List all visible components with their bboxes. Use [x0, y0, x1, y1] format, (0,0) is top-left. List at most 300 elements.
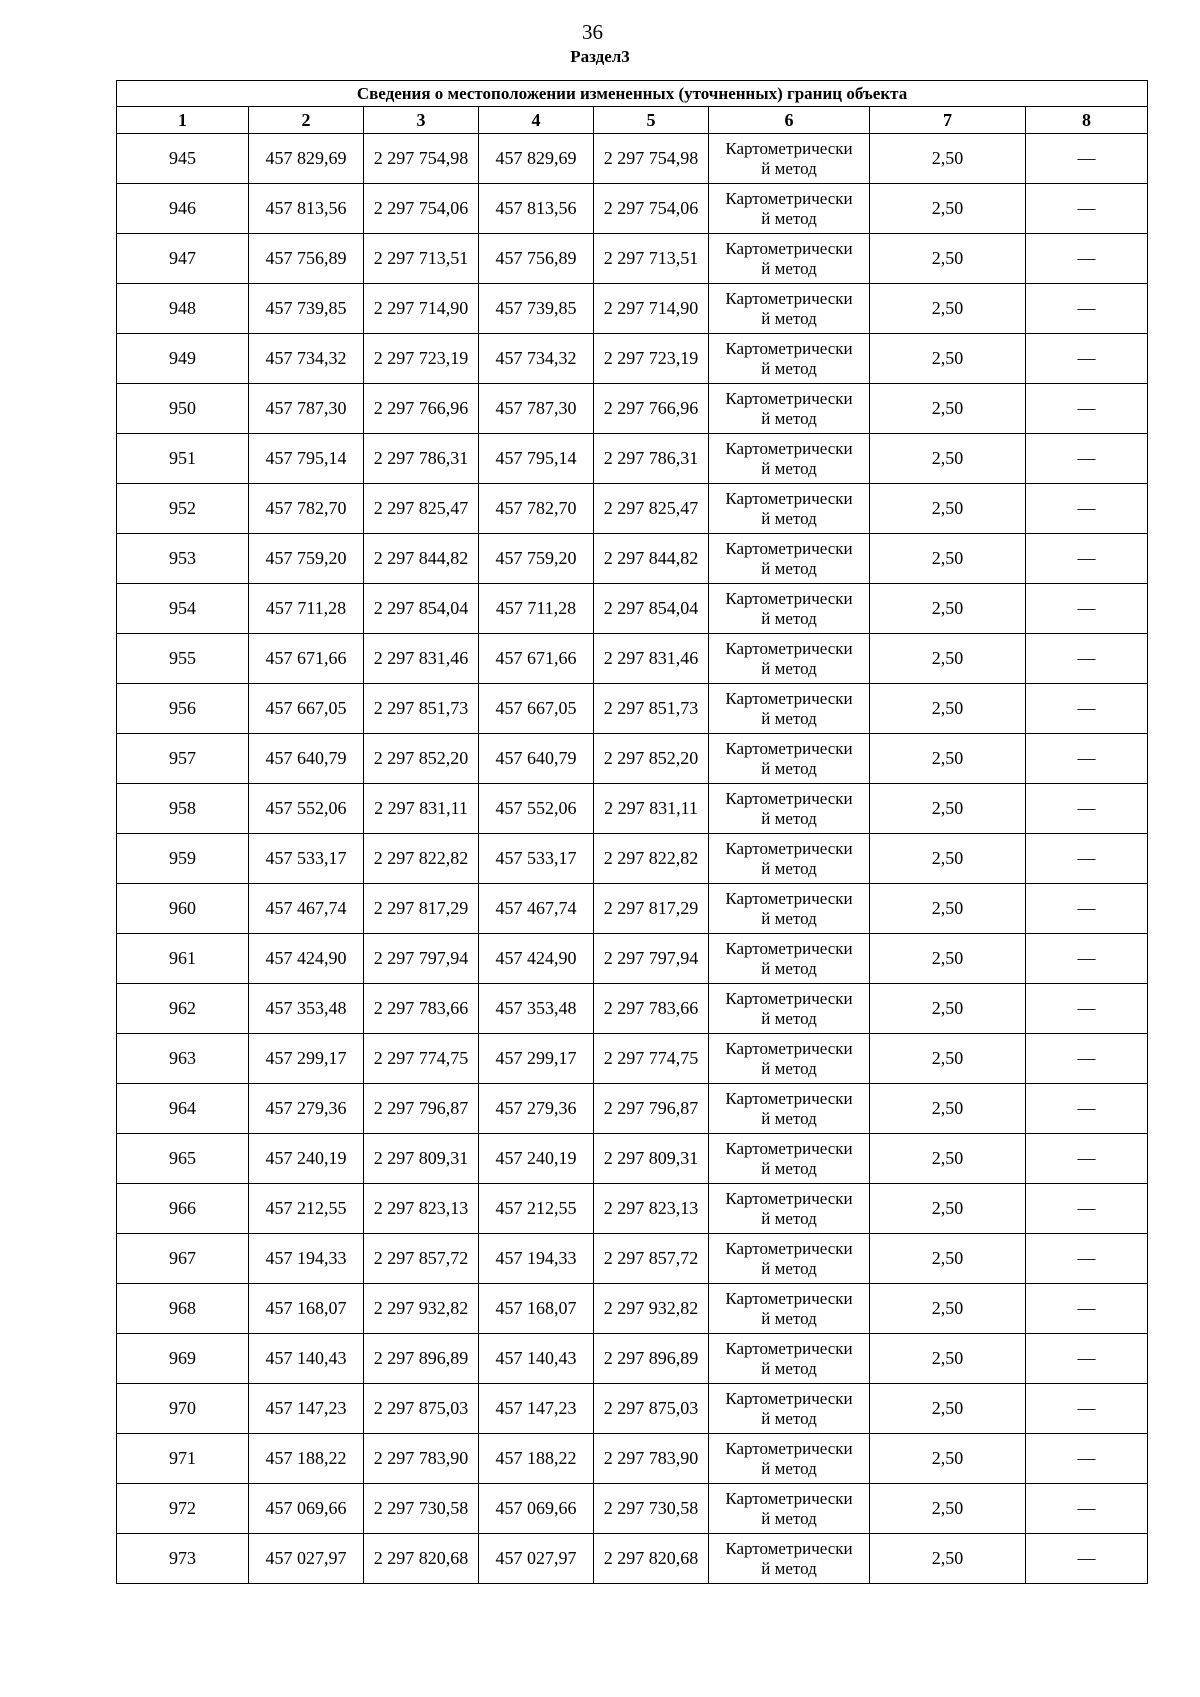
x-old-cell: 457 739,85: [249, 284, 364, 334]
note-cell: —: [1026, 984, 1148, 1034]
y-old-cell: 2 297 754,06: [364, 184, 479, 234]
method-text-line: Картометрически: [725, 138, 853, 158]
point-number-cell: 962: [117, 984, 249, 1034]
y-new-cell: 2 297 825,47: [594, 484, 709, 534]
x-new-cell: 457 552,06: [479, 784, 594, 834]
table-body: [117, 134, 1148, 1584]
point-number-cell: 949: [117, 334, 249, 384]
note-cell: —: [1026, 184, 1148, 234]
method-text-line: Картометрически: [725, 888, 853, 908]
table-row: [117, 1484, 1148, 1534]
x-new-cell: 457 140,43: [479, 1334, 594, 1384]
table-row: [117, 884, 1148, 934]
method-text-line: Картометрически: [725, 1088, 853, 1108]
method-text-line: Картометрически: [725, 238, 853, 258]
y-old-cell: 2 297 783,90: [364, 1434, 479, 1484]
method-cell: [709, 184, 870, 234]
point-number-cell: 950: [117, 384, 249, 434]
precision-cell: 2,50: [870, 984, 1026, 1034]
x-new-cell: 457 027,97: [479, 1534, 594, 1584]
precision-cell: 2,50: [870, 1234, 1026, 1284]
note-cell: —: [1026, 884, 1148, 934]
precision-cell: 2,50: [870, 1384, 1026, 1434]
precision-cell: 2,50: [870, 834, 1026, 884]
method-text-line: Картометрически: [725, 1238, 853, 1258]
method-text-line: й метод: [761, 1358, 817, 1378]
y-new-cell: 2 297 783,90: [594, 1434, 709, 1484]
y-new-cell: 2 297 831,46: [594, 634, 709, 684]
method-text-line: й метод: [761, 658, 817, 678]
point-number-cell: 973: [117, 1534, 249, 1584]
method-cell: [709, 634, 870, 684]
method-text-line: й метод: [761, 1158, 817, 1178]
precision-cell: 2,50: [870, 1484, 1026, 1534]
y-new-cell: 2 297 822,82: [594, 834, 709, 884]
table-row: [117, 1134, 1148, 1184]
x-new-cell: 457 640,79: [479, 734, 594, 784]
y-old-cell: 2 297 820,68: [364, 1534, 479, 1584]
x-new-cell: 457 671,66: [479, 634, 594, 684]
note-cell: —: [1026, 234, 1148, 284]
table-row: [117, 184, 1148, 234]
point-number-cell: 955: [117, 634, 249, 684]
y-old-cell: 2 297 857,72: [364, 1234, 479, 1284]
x-old-cell: 457 168,07: [249, 1284, 364, 1334]
method-text-line: й метод: [761, 1058, 817, 1078]
point-number-cell: 967: [117, 1234, 249, 1284]
precision-cell: 2,50: [870, 134, 1026, 184]
x-old-cell: 457 759,20: [249, 534, 364, 584]
table-row: [117, 1384, 1148, 1434]
y-new-cell: 2 297 774,75: [594, 1034, 709, 1084]
y-new-cell: 2 297 823,13: [594, 1184, 709, 1234]
method-text-line: й метод: [761, 1558, 817, 1578]
y-old-cell: 2 297 844,82: [364, 534, 479, 584]
y-new-cell: 2 297 766,96: [594, 384, 709, 434]
x-new-cell: 457 756,89: [479, 234, 594, 284]
note-cell: —: [1026, 334, 1148, 384]
x-new-cell: 457 168,07: [479, 1284, 594, 1334]
method-text-line: й метод: [761, 608, 817, 628]
point-number-cell: 945: [117, 134, 249, 184]
precision-cell: 2,50: [870, 484, 1026, 534]
method-cell: [709, 1484, 870, 1534]
y-old-cell: 2 297 831,46: [364, 634, 479, 684]
y-old-cell: 2 297 714,90: [364, 284, 479, 334]
table-row: [117, 584, 1148, 634]
table-row: [117, 234, 1148, 284]
method-cell: [709, 1284, 870, 1334]
y-old-cell: 2 297 896,89: [364, 1334, 479, 1384]
precision-cell: 2,50: [870, 1184, 1026, 1234]
method-text-line: Картометрически: [725, 1138, 853, 1158]
method-cell: [709, 1184, 870, 1234]
table-row: [117, 1534, 1148, 1584]
point-number-cell: 947: [117, 234, 249, 284]
method-text-line: й метод: [761, 1258, 817, 1278]
method-text-line: й метод: [761, 1008, 817, 1028]
method-cell: [709, 384, 870, 434]
column-header-row: [117, 107, 1148, 134]
method-text-line: Картометрически: [725, 1188, 853, 1208]
method-text-line: й метод: [761, 1208, 817, 1228]
table-row: [117, 284, 1148, 334]
point-number-cell: 952: [117, 484, 249, 534]
y-new-cell: 2 297 854,04: [594, 584, 709, 634]
point-number-cell: 964: [117, 1084, 249, 1134]
note-cell: —: [1026, 784, 1148, 834]
method-text-line: Картометрически: [725, 338, 853, 358]
method-cell: [709, 534, 870, 584]
method-cell: [709, 234, 870, 284]
y-new-cell: 2 297 932,82: [594, 1284, 709, 1334]
point-number-cell: 957: [117, 734, 249, 784]
point-number-cell: 966: [117, 1184, 249, 1234]
x-old-cell: 457 212,55: [249, 1184, 364, 1234]
x-old-cell: 457 069,66: [249, 1484, 364, 1534]
table-row: [117, 734, 1148, 784]
note-cell: —: [1026, 384, 1148, 434]
column-header: 4: [479, 107, 594, 134]
x-old-cell: 457 240,19: [249, 1134, 364, 1184]
x-old-cell: 457 299,17: [249, 1034, 364, 1084]
y-new-cell: 2 297 786,31: [594, 434, 709, 484]
y-old-cell: 2 297 786,31: [364, 434, 479, 484]
x-old-cell: 457 552,06: [249, 784, 364, 834]
table-row: [117, 634, 1148, 684]
y-old-cell: 2 297 797,94: [364, 934, 479, 984]
y-new-cell: 2 297 875,03: [594, 1384, 709, 1434]
x-new-cell: 457 188,22: [479, 1434, 594, 1484]
table-row: [117, 534, 1148, 584]
note-cell: —: [1026, 584, 1148, 634]
method-text-line: й метод: [761, 158, 817, 178]
x-old-cell: 457 756,89: [249, 234, 364, 284]
point-number-cell: 961: [117, 934, 249, 984]
method-cell: [709, 1234, 870, 1284]
method-cell: [709, 1334, 870, 1384]
table-caption: Сведения о местоположении измененных (уточненных) границ объекта: [117, 81, 1148, 107]
method-text-line: й метод: [761, 258, 817, 278]
x-old-cell: 457 787,30: [249, 384, 364, 434]
column-header: 1: [117, 107, 249, 134]
y-old-cell: 2 297 852,20: [364, 734, 479, 784]
table-row: [117, 834, 1148, 884]
method-text-line: Картометрически: [725, 188, 853, 208]
precision-cell: 2,50: [870, 1334, 1026, 1384]
y-new-cell: 2 297 817,29: [594, 884, 709, 934]
x-new-cell: 457 829,69: [479, 134, 594, 184]
x-new-cell: 457 240,19: [479, 1134, 594, 1184]
table-row: [117, 484, 1148, 534]
x-old-cell: 457 734,32: [249, 334, 364, 384]
column-header: 2: [249, 107, 364, 134]
method-text-line: й метод: [761, 408, 817, 428]
table-row: [117, 1034, 1148, 1084]
column-header: 7: [870, 107, 1026, 134]
point-number-cell: 965: [117, 1134, 249, 1184]
y-new-cell: 2 297 713,51: [594, 234, 709, 284]
method-text-line: й метод: [761, 1408, 817, 1428]
table-row: [117, 334, 1148, 384]
method-cell: [709, 1534, 870, 1584]
method-text-line: Картометрически: [725, 1388, 853, 1408]
method-text-line: Картометрически: [725, 938, 853, 958]
x-old-cell: 457 640,79: [249, 734, 364, 784]
boundary-coordinates-table: [116, 80, 1148, 1584]
method-text-line: й метод: [761, 1458, 817, 1478]
table-row: [117, 934, 1148, 984]
point-number-cell: 956: [117, 684, 249, 734]
method-text-line: Картометрически: [725, 638, 853, 658]
note-cell: —: [1026, 484, 1148, 534]
method-text-line: й метод: [761, 458, 817, 478]
point-number-cell: 972: [117, 1484, 249, 1534]
method-text-line: й метод: [761, 358, 817, 378]
x-old-cell: 457 188,22: [249, 1434, 364, 1484]
x-new-cell: 457 739,85: [479, 284, 594, 334]
y-old-cell: 2 297 854,04: [364, 584, 479, 634]
method-text-line: Картометрически: [725, 738, 853, 758]
section-title: Раздел3: [570, 47, 630, 66]
table-row: [117, 684, 1148, 734]
precision-cell: 2,50: [870, 234, 1026, 284]
y-new-cell: 2 297 831,11: [594, 784, 709, 834]
method-text-line: Картометрически: [725, 1538, 853, 1558]
note-cell: —: [1026, 1434, 1148, 1484]
y-old-cell: 2 297 825,47: [364, 484, 479, 534]
x-new-cell: 457 299,17: [479, 1034, 594, 1084]
method-text-line: Картометрически: [725, 588, 853, 608]
note-cell: —: [1026, 734, 1148, 784]
y-new-cell: 2 297 783,66: [594, 984, 709, 1034]
x-old-cell: 457 711,28: [249, 584, 364, 634]
precision-cell: 2,50: [870, 1084, 1026, 1134]
y-old-cell: 2 297 817,29: [364, 884, 479, 934]
precision-cell: 2,50: [870, 884, 1026, 934]
x-old-cell: 457 353,48: [249, 984, 364, 1034]
column-header: 8: [1026, 107, 1148, 134]
table-row: [117, 1084, 1148, 1134]
x-old-cell: 457 279,36: [249, 1084, 364, 1134]
method-text-line: Картометрически: [725, 438, 853, 458]
page-number: 36: [582, 20, 603, 44]
precision-cell: 2,50: [870, 384, 1026, 434]
point-number-cell: 959: [117, 834, 249, 884]
method-cell: [709, 834, 870, 884]
point-number-cell: 958: [117, 784, 249, 834]
table-row: [117, 1284, 1148, 1334]
y-old-cell: 2 297 723,19: [364, 334, 479, 384]
precision-cell: 2,50: [870, 684, 1026, 734]
precision-cell: 2,50: [870, 534, 1026, 584]
point-number-cell: 960: [117, 884, 249, 934]
y-old-cell: 2 297 851,73: [364, 684, 479, 734]
y-old-cell: 2 297 823,13: [364, 1184, 479, 1234]
y-new-cell: 2 297 857,72: [594, 1234, 709, 1284]
method-cell: [709, 734, 870, 784]
y-new-cell: 2 297 754,06: [594, 184, 709, 234]
y-old-cell: 2 297 822,82: [364, 834, 479, 884]
table-caption-row: [117, 81, 1148, 107]
column-header: 5: [594, 107, 709, 134]
x-old-cell: 457 467,74: [249, 884, 364, 934]
precision-cell: 2,50: [870, 334, 1026, 384]
table-row: [117, 1184, 1148, 1234]
y-new-cell: 2 297 796,87: [594, 1084, 709, 1134]
method-text-line: Картометрически: [725, 1488, 853, 1508]
method-text-line: Картометрически: [725, 988, 853, 1008]
note-cell: —: [1026, 1284, 1148, 1334]
x-old-cell: 457 667,05: [249, 684, 364, 734]
note-cell: —: [1026, 284, 1148, 334]
y-old-cell: 2 297 932,82: [364, 1284, 479, 1334]
method-cell: [709, 584, 870, 634]
x-old-cell: 457 829,69: [249, 134, 364, 184]
method-text-line: й метод: [761, 908, 817, 928]
method-text-line: й метод: [761, 558, 817, 578]
x-old-cell: 457 782,70: [249, 484, 364, 534]
method-cell: [709, 434, 870, 484]
method-cell: [709, 1134, 870, 1184]
method-cell: [709, 884, 870, 934]
method-text-line: Картометрически: [725, 1338, 853, 1358]
table-row: [117, 1334, 1148, 1384]
method-text-line: й метод: [761, 308, 817, 328]
note-cell: —: [1026, 1134, 1148, 1184]
y-new-cell: 2 297 809,31: [594, 1134, 709, 1184]
method-text-line: Картометрически: [725, 1438, 853, 1458]
y-old-cell: 2 297 831,11: [364, 784, 479, 834]
x-new-cell: 457 279,36: [479, 1084, 594, 1134]
x-new-cell: 457 533,17: [479, 834, 594, 884]
x-new-cell: 457 813,56: [479, 184, 594, 234]
x-new-cell: 457 194,33: [479, 1234, 594, 1284]
method-text-line: й метод: [761, 708, 817, 728]
y-old-cell: 2 297 809,31: [364, 1134, 479, 1184]
method-text-line: Картометрически: [725, 388, 853, 408]
method-cell: [709, 134, 870, 184]
method-text-line: й метод: [761, 1508, 817, 1528]
point-number-cell: 954: [117, 584, 249, 634]
method-text-line: Картометрически: [725, 288, 853, 308]
precision-cell: 2,50: [870, 284, 1026, 334]
method-cell: [709, 1384, 870, 1434]
method-cell: [709, 784, 870, 834]
precision-cell: 2,50: [870, 184, 1026, 234]
x-new-cell: 457 711,28: [479, 584, 594, 634]
note-cell: —: [1026, 134, 1148, 184]
note-cell: —: [1026, 1234, 1148, 1284]
table-row: [117, 1234, 1148, 1284]
x-old-cell: 457 027,97: [249, 1534, 364, 1584]
x-new-cell: 457 069,66: [479, 1484, 594, 1534]
column-header: 3: [364, 107, 479, 134]
method-text-line: й метод: [761, 958, 817, 978]
precision-cell: 2,50: [870, 584, 1026, 634]
y-old-cell: 2 297 730,58: [364, 1484, 479, 1534]
method-text-line: й метод: [761, 808, 817, 828]
point-number-cell: 951: [117, 434, 249, 484]
x-new-cell: 457 353,48: [479, 984, 594, 1034]
precision-cell: 2,50: [870, 1434, 1026, 1484]
column-header: 6: [709, 107, 870, 134]
x-old-cell: 457 194,33: [249, 1234, 364, 1284]
precision-cell: 2,50: [870, 1534, 1026, 1584]
precision-cell: 2,50: [870, 1134, 1026, 1184]
note-cell: —: [1026, 684, 1148, 734]
note-cell: —: [1026, 534, 1148, 584]
method-cell: [709, 1084, 870, 1134]
x-new-cell: 457 212,55: [479, 1184, 594, 1234]
point-number-cell: 968: [117, 1284, 249, 1334]
y-new-cell: 2 297 723,19: [594, 334, 709, 384]
y-old-cell: 2 297 774,75: [364, 1034, 479, 1084]
x-old-cell: 457 795,14: [249, 434, 364, 484]
note-cell: —: [1026, 834, 1148, 884]
x-old-cell: 457 671,66: [249, 634, 364, 684]
y-old-cell: 2 297 783,66: [364, 984, 479, 1034]
note-cell: —: [1026, 1534, 1148, 1584]
y-new-cell: 2 297 851,73: [594, 684, 709, 734]
x-old-cell: 457 813,56: [249, 184, 364, 234]
point-number-cell: 953: [117, 534, 249, 584]
note-cell: —: [1026, 634, 1148, 684]
table-row: [117, 784, 1148, 834]
method-cell: [709, 984, 870, 1034]
y-new-cell: 2 297 844,82: [594, 534, 709, 584]
y-new-cell: 2 297 896,89: [594, 1334, 709, 1384]
method-text-line: Картометрически: [725, 838, 853, 858]
point-number-cell: 971: [117, 1434, 249, 1484]
note-cell: —: [1026, 1034, 1148, 1084]
y-new-cell: 2 297 797,94: [594, 934, 709, 984]
method-cell: [709, 934, 870, 984]
method-cell: [709, 484, 870, 534]
method-cell: [709, 1434, 870, 1484]
method-cell: [709, 284, 870, 334]
method-text-line: й метод: [761, 858, 817, 878]
y-new-cell: 2 297 730,58: [594, 1484, 709, 1534]
method-text-line: й метод: [761, 1108, 817, 1128]
table-row: [117, 1434, 1148, 1484]
precision-cell: 2,50: [870, 434, 1026, 484]
y-new-cell: 2 297 754,98: [594, 134, 709, 184]
method-text-line: Картометрически: [725, 688, 853, 708]
point-number-cell: 970: [117, 1384, 249, 1434]
y-old-cell: 2 297 796,87: [364, 1084, 479, 1134]
y-new-cell: 2 297 852,20: [594, 734, 709, 784]
y-new-cell: 2 297 820,68: [594, 1534, 709, 1584]
method-cell: [709, 334, 870, 384]
note-cell: —: [1026, 1384, 1148, 1434]
method-cell: [709, 684, 870, 734]
x-old-cell: 457 147,23: [249, 1384, 364, 1434]
method-text-line: й метод: [761, 1308, 817, 1328]
x-new-cell: 457 734,32: [479, 334, 594, 384]
method-text-line: Картометрически: [725, 1038, 853, 1058]
table-row: [117, 384, 1148, 434]
x-new-cell: 457 467,74: [479, 884, 594, 934]
x-new-cell: 457 147,23: [479, 1384, 594, 1434]
y-old-cell: 2 297 713,51: [364, 234, 479, 284]
precision-cell: 2,50: [870, 934, 1026, 984]
method-text-line: Картометрически: [725, 538, 853, 558]
note-cell: —: [1026, 1484, 1148, 1534]
method-text-line: й метод: [761, 208, 817, 228]
method-text-line: Картометрически: [725, 1288, 853, 1308]
point-number-cell: 969: [117, 1334, 249, 1384]
